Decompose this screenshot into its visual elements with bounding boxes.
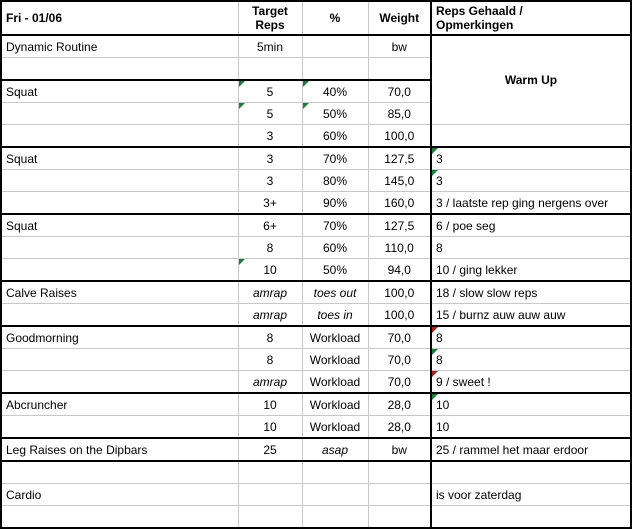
cell-exercise[interactable] xyxy=(1,416,238,439)
cell-notes[interactable]: 9 / sweet ! xyxy=(431,371,631,394)
cell-weight[interactable]: 160,0 xyxy=(368,192,431,215)
cell-percent[interactable]: 70% xyxy=(302,147,368,170)
cell-reps[interactable]: amrap xyxy=(238,371,302,394)
cell-notes[interactable]: 8 xyxy=(431,326,631,349)
cell-weight[interactable] xyxy=(368,484,431,506)
table-row xyxy=(1,304,631,327)
header-notes xyxy=(431,1,631,35)
table-row xyxy=(1,147,631,170)
cell-warmup-note[interactable]: Warm Up xyxy=(431,35,631,125)
cell-weight[interactable]: 100,0 xyxy=(368,125,431,148)
cell-notes[interactable]: 10 / ging lekker xyxy=(431,259,631,282)
cell-percent[interactable]: 60% xyxy=(302,125,368,148)
cell-reps[interactable]: 8 xyxy=(238,237,302,259)
cell-percent[interactable] xyxy=(302,35,368,58)
cell-percent[interactable]: 40% xyxy=(302,80,368,103)
cell-percent[interactable]: 90% xyxy=(302,192,368,215)
cell-weight[interactable] xyxy=(368,58,431,81)
table-row xyxy=(1,461,631,484)
cell-weight[interactable]: 70,0 xyxy=(368,371,431,394)
header-target-reps xyxy=(238,1,302,35)
cell-reps[interactable]: amrap xyxy=(238,304,302,327)
header-target-reps-line1: Target xyxy=(252,4,288,18)
cell-reps[interactable]: 8 xyxy=(238,326,302,349)
cell-percent[interactable]: Workload xyxy=(302,326,368,349)
cell-reps[interactable]: 5 xyxy=(238,80,302,103)
cell-notes[interactable] xyxy=(431,506,631,529)
cell-weight[interactable]: bw xyxy=(368,35,431,58)
cell-exercise[interactable]: Squat xyxy=(1,214,238,237)
cell-reps[interactable]: 6+ xyxy=(238,214,302,237)
cell-weight[interactable]: 127,5 xyxy=(368,147,431,170)
cell-notes[interactable] xyxy=(431,125,631,148)
cell-weight[interactable]: 85,0 xyxy=(368,103,431,125)
header-percent: % xyxy=(302,1,368,35)
cell-reps[interactable]: 25 xyxy=(238,438,302,461)
cell-exercise[interactable]: Calve Raises xyxy=(1,281,238,304)
cell-percent[interactable]: asap xyxy=(302,438,368,461)
cell-weight[interactable]: 70,0 xyxy=(368,349,431,371)
cell-percent[interactable] xyxy=(302,506,368,529)
cell-notes[interactable]: 8 xyxy=(431,349,631,371)
cell-weight[interactable]: 110,0 xyxy=(368,237,431,259)
table-row xyxy=(1,438,631,461)
cell-percent[interactable]: Workload xyxy=(302,349,368,371)
cell-notes[interactable]: 18 / slow slow reps xyxy=(431,281,631,304)
cell-reps[interactable]: 5 xyxy=(238,103,302,125)
cell-weight[interactable] xyxy=(368,461,431,484)
cell-exercise[interactable] xyxy=(1,125,238,148)
table-row xyxy=(1,393,631,416)
cell-exercise[interactable]: Squat xyxy=(1,147,238,170)
cell-percent[interactable]: 80% xyxy=(302,170,368,192)
cell-exercise[interactable] xyxy=(1,237,238,259)
cell-weight[interactable]: 127,5 xyxy=(368,214,431,237)
cell-weight[interactable] xyxy=(368,506,431,529)
cell-exercise[interactable] xyxy=(1,371,238,394)
table-row xyxy=(1,326,631,349)
cell-exercise[interactable]: Leg Raises on the Dipbars xyxy=(1,438,238,461)
cell-percent[interactable]: 50% xyxy=(302,259,368,282)
cell-notes[interactable]: 10 xyxy=(431,416,631,439)
cell-exercise[interactable] xyxy=(1,304,238,327)
cell-weight[interactable]: 100,0 xyxy=(368,281,431,304)
cell-reps[interactable]: 3+ xyxy=(238,192,302,215)
cell-reps[interactable]: amrap xyxy=(238,281,302,304)
cell-reps[interactable] xyxy=(238,506,302,529)
table-row xyxy=(1,214,631,237)
cell-exercise[interactable]: Goodmorning xyxy=(1,326,238,349)
cell-exercise[interactable] xyxy=(1,170,238,192)
cell-reps[interactable] xyxy=(238,58,302,81)
cell-reps[interactable]: 8 xyxy=(238,349,302,371)
cell-reps[interactable] xyxy=(238,461,302,484)
cell-exercise[interactable]: Squat xyxy=(1,80,238,103)
cell-notes[interactable]: 3 xyxy=(431,147,631,170)
table-row xyxy=(1,125,631,148)
header-date: Fri - 01/06 xyxy=(1,1,238,35)
cell-percent[interactable]: toes out xyxy=(302,281,368,304)
table-row xyxy=(1,237,631,259)
table-header-row xyxy=(1,1,631,35)
cell-percent[interactable] xyxy=(302,58,368,81)
table-row xyxy=(1,170,631,192)
cell-notes[interactable]: 25 / rammel het maar erdoor xyxy=(431,438,631,461)
cell-notes[interactable]: 15 / burnz auw auw auw xyxy=(431,304,631,327)
cell-percent[interactable]: toes in xyxy=(302,304,368,327)
table-row xyxy=(1,259,631,282)
cell-notes[interactable]: 3 / laatste rep ging nergens over xyxy=(431,192,631,215)
cell-reps[interactable]: 3 xyxy=(238,170,302,192)
cell-weight[interactable]: 70,0 xyxy=(368,326,431,349)
cell-exercise[interactable]: Cardio xyxy=(1,484,238,506)
cell-notes[interactable]: 10 xyxy=(431,393,631,416)
table-row xyxy=(1,349,631,371)
cell-exercise[interactable] xyxy=(1,461,238,484)
cell-exercise[interactable] xyxy=(1,506,238,529)
cell-weight[interactable]: 94,0 xyxy=(368,259,431,282)
cell-weight[interactable]: 100,0 xyxy=(368,304,431,327)
cell-reps[interactable]: 10 xyxy=(238,393,302,416)
table-row xyxy=(1,484,631,506)
cell-percent[interactable]: 60% xyxy=(302,237,368,259)
cell-notes[interactable] xyxy=(431,461,631,484)
cell-percent[interactable] xyxy=(302,484,368,506)
cell-exercise[interactable] xyxy=(1,103,238,125)
cell-notes[interactable]: 6 / poe seg xyxy=(431,214,631,237)
header-notes-line2: Opmerkingen xyxy=(436,18,514,32)
header-weight: Weight xyxy=(368,1,431,35)
cell-weight[interactable]: 28,0 xyxy=(368,416,431,439)
table-row xyxy=(1,506,631,529)
cell-percent[interactable]: Workload xyxy=(302,371,368,394)
cell-reps[interactable] xyxy=(238,484,302,506)
cell-reps[interactable]: 3 xyxy=(238,125,302,148)
cell-reps[interactable]: 3 xyxy=(238,147,302,170)
header-notes-line1: Reps Gehaald / xyxy=(436,4,523,18)
cell-weight[interactable]: bw xyxy=(368,438,431,461)
table-row xyxy=(1,35,631,58)
cell-weight[interactable]: 28,0 xyxy=(368,393,431,416)
cell-weight[interactable]: 145,0 xyxy=(368,170,431,192)
cell-exercise[interactable] xyxy=(1,259,238,282)
cell-reps[interactable]: 10 xyxy=(238,416,302,439)
table-row xyxy=(1,416,631,439)
cell-exercise[interactable]: Abcruncher xyxy=(1,393,238,416)
cell-percent[interactable]: Workload xyxy=(302,416,368,439)
cell-percent[interactable]: Workload xyxy=(302,393,368,416)
table-row xyxy=(1,192,631,215)
cell-exercise[interactable]: Dynamic Routine xyxy=(1,35,238,58)
cell-exercise[interactable] xyxy=(1,349,238,371)
table-row xyxy=(1,371,631,394)
cell-percent[interactable]: 50% xyxy=(302,103,368,125)
header-target-reps-line2: Reps xyxy=(255,18,285,32)
cell-exercise[interactable] xyxy=(1,192,238,215)
cell-weight[interactable]: 70,0 xyxy=(368,80,431,103)
cell-notes[interactable]: 3 xyxy=(431,170,631,192)
cell-notes[interactable]: is voor zaterdag xyxy=(431,484,631,506)
cell-percent[interactable] xyxy=(302,461,368,484)
cell-exercise[interactable] xyxy=(1,58,238,81)
cell-reps[interactable]: 5min xyxy=(238,35,302,58)
cell-percent[interactable]: 70% xyxy=(302,214,368,237)
cell-notes[interactable]: 8 xyxy=(431,237,631,259)
table-row xyxy=(1,281,631,304)
cell-reps[interactable]: 10 xyxy=(238,259,302,282)
